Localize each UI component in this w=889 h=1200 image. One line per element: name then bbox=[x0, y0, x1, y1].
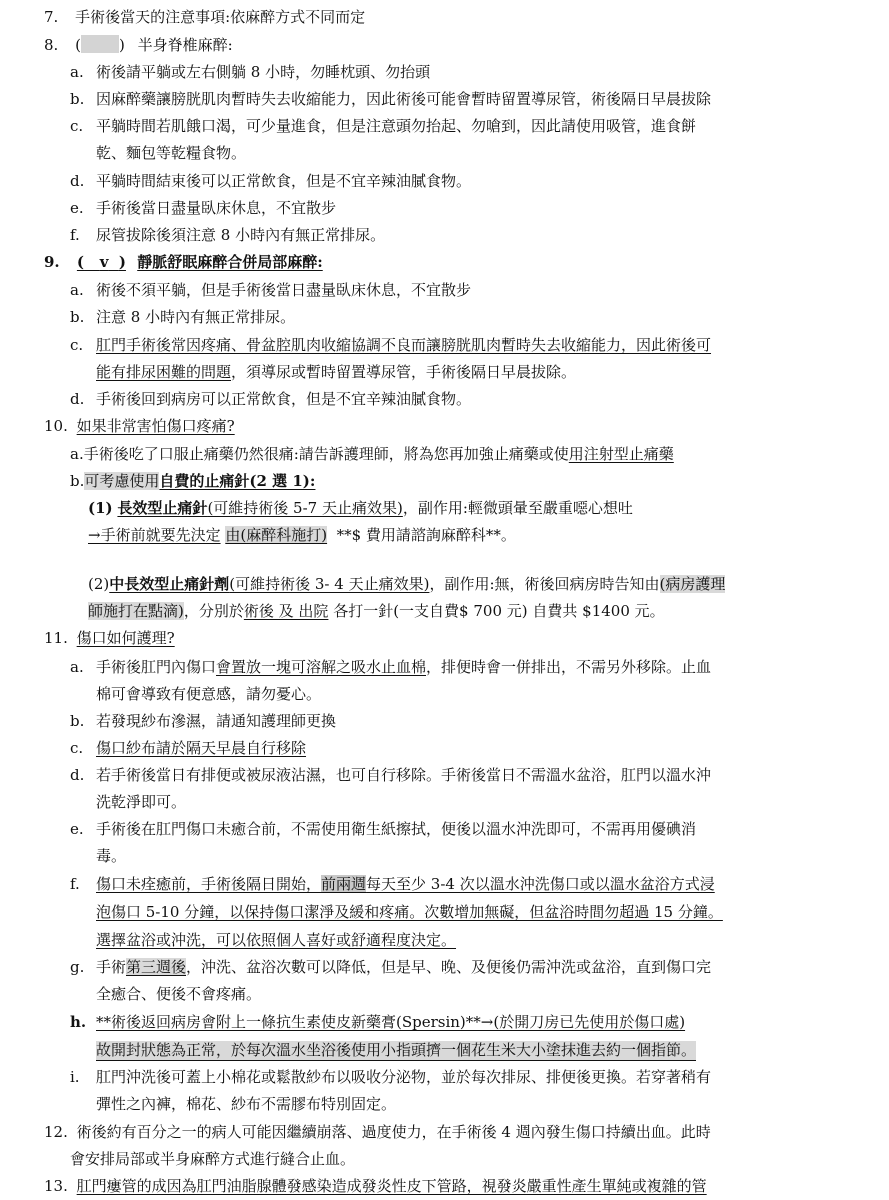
item-11i-label: i. bbox=[70, 1068, 80, 1086]
item-13-number: 13. bbox=[44, 1177, 68, 1195]
item-11f-highlight: 前兩週 bbox=[321, 875, 367, 893]
option-2-highlight-b: 師施打在點滴) bbox=[88, 602, 184, 620]
item-8a-label: a. bbox=[70, 63, 84, 81]
item-11-title: 傷口如何護理? bbox=[76, 629, 175, 647]
item-9c bbox=[70, 334, 712, 358]
item-9-heading bbox=[44, 251, 323, 275]
item-11h-label: h. bbox=[70, 1013, 87, 1031]
option-1-label: (1) bbox=[88, 499, 113, 517]
option-2-label: (2) bbox=[88, 575, 110, 593]
item-7-number: 7. bbox=[44, 8, 59, 26]
item-11c-text: 傷口紗布請於隔天早晨自行移除 bbox=[96, 739, 307, 757]
item-11a-underlined: 會置放一塊可溶解之吸水止血棉 bbox=[216, 658, 427, 676]
option-2-side-effects: ，副作用:無，術後回病房時告知由 bbox=[429, 575, 660, 593]
item-12 bbox=[44, 1121, 711, 1145]
item-12-text-line2: 會安排局部或半身麻醉方式進行縫合止血。 bbox=[70, 1150, 356, 1168]
option-1-name: 長效型止痛針 bbox=[117, 499, 208, 517]
item-8d-label: d. bbox=[70, 172, 85, 190]
item-9-checkmark[interactable]: v bbox=[99, 253, 109, 271]
item-11i-text-line2: 彈性之內褲，棉花、紗布不需膠布特別固定。 bbox=[96, 1095, 397, 1113]
item-11e bbox=[70, 818, 697, 842]
item-11f-text-a: 傷口未痊癒前，手術後隔日開始， bbox=[96, 875, 322, 893]
item-11h-cont bbox=[96, 1039, 696, 1063]
item-11b-label: b. bbox=[70, 712, 85, 730]
option-1-note-c: **$ 費用請諮詢麻醉科**。 bbox=[336, 526, 516, 544]
item-8a bbox=[70, 61, 431, 85]
item-11i bbox=[70, 1066, 712, 1090]
item-8d bbox=[70, 170, 472, 194]
item-11d-text-line1: 若手術後當日有排便或被尿液沾濕，也可自行移除。手術後當日不需溫水盆浴，肛門以溫水沖 bbox=[96, 766, 712, 784]
item-8c-cont bbox=[96, 142, 246, 166]
item-11f-label: f. bbox=[70, 875, 80, 893]
item-9b-text: 注意 8 小時內有無正常排尿。 bbox=[96, 308, 296, 326]
item-11g-label: g. bbox=[70, 958, 85, 976]
item-8b-label: b. bbox=[70, 90, 85, 108]
item-10-title: 如果非常害怕傷口疼痛? bbox=[76, 417, 235, 435]
item-9c-text-line1: 肛門手術後常因疼痛、骨盆腔肌肉收縮協調不良而讓膀胱肌肉暫時失去收縮能力，因此術後可 bbox=[96, 336, 712, 354]
item-9d-label: d. bbox=[70, 390, 85, 408]
item-9-paren-open: ( bbox=[76, 253, 85, 271]
item-11d-text-line2: 洗乾淨即可。 bbox=[96, 793, 187, 811]
item-11b-text: 若發現紗布滲濕，請通知護理師更換 bbox=[96, 712, 337, 730]
item-10b-label: b. bbox=[70, 472, 85, 490]
item-9-number: 9. bbox=[44, 253, 60, 271]
item-8-paren-close: ) bbox=[118, 36, 125, 54]
item-8e-text: 手術後當日盡量臥床休息，不宜散步 bbox=[96, 199, 337, 217]
item-10-option-2-cont bbox=[88, 600, 665, 624]
item-9b bbox=[70, 306, 296, 330]
item-11e-text-line1: 手術後在肛門傷口未癒合前，不需使用衛生紙擦拭，便後以溫水沖洗即可，不需再用優碘消 bbox=[96, 820, 697, 838]
item-11f-text-line3: 選擇盆浴或沖洗，可以依照個人喜好或舒適程度決定。 bbox=[96, 931, 457, 949]
item-8c-text-line1: 平躺時間若肌餓口渴，可少量進食，但是注意頭勿抬起、勿嗆到，因此請使用吸管，進食餅 bbox=[96, 117, 697, 135]
item-13 bbox=[44, 1175, 707, 1199]
item-11c-label: c. bbox=[70, 739, 84, 757]
item-11d bbox=[70, 764, 712, 788]
item-9-check bbox=[77, 253, 126, 271]
item-11i-cont bbox=[96, 1093, 396, 1117]
item-11g-text-b: ，沖洗、盆浴次數可以降低，但是早、晚、及便後仍需沖洗或盆浴，直到傷口完 bbox=[186, 958, 712, 976]
item-10-number: 10. bbox=[44, 417, 68, 435]
item-11c bbox=[70, 737, 307, 761]
item-8c-text-line2: 乾、麵包等乾糧食物。 bbox=[96, 144, 247, 162]
item-11a-cont bbox=[96, 683, 321, 707]
item-11f bbox=[70, 873, 715, 897]
item-11a-text-b: ，排便時會一併排出，不需另外移除。止血 bbox=[426, 658, 712, 676]
option-2-name: 中長效型止痛針劑 bbox=[109, 575, 230, 593]
item-11b bbox=[70, 710, 337, 734]
item-10a-underlined: 用注射型止痛藥 bbox=[568, 445, 674, 463]
item-11d-label: d. bbox=[70, 766, 85, 784]
item-11d-cont bbox=[96, 791, 186, 815]
option-1-desc: (可維持術後 5-7 天止痛效果) bbox=[207, 499, 403, 517]
item-10-option-1-note bbox=[88, 524, 516, 548]
item-11e-text-line2: 毒。 bbox=[96, 847, 127, 865]
item-9c-label: c. bbox=[70, 336, 84, 354]
item-10b bbox=[70, 470, 315, 494]
item-11g-text-line2: 全癒合、便後不會疼痛。 bbox=[96, 985, 262, 1003]
item-9c-cont bbox=[96, 361, 576, 385]
item-11a-text-line2: 棉可會導致有便意感，請勿憂心。 bbox=[96, 685, 322, 703]
option-2-note-a: ，分別於 bbox=[183, 602, 244, 620]
item-12-cont bbox=[70, 1148, 355, 1172]
item-11f-text-b: 每天至少 3-4 次以溫水沖洗傷口或以溫水盆浴方式浸 bbox=[366, 875, 715, 893]
item-11a bbox=[70, 656, 712, 680]
item-8-heading bbox=[44, 34, 233, 58]
item-8f-label: f. bbox=[70, 226, 80, 244]
item-8-number: 8. bbox=[44, 36, 59, 54]
item-8-paren-open: ( bbox=[75, 36, 81, 54]
item-11f-cont1 bbox=[96, 901, 723, 925]
item-9c-text-rest: ，須導尿或暫時留置導尿管，手術後隔日早晨拔除。 bbox=[231, 363, 577, 381]
item-12-text-line1: 術後約有百分之一的病人可能因繼續崩落、過度使力，在手術後 4 週內發生傷口持續出血。此時 bbox=[76, 1123, 711, 1141]
item-9c-text-underlined: 能有排尿困難的問題 bbox=[96, 363, 232, 381]
option-2-highlight-a: (病房護理 bbox=[659, 575, 726, 593]
item-10-heading bbox=[44, 415, 235, 439]
item-8c-label: c. bbox=[70, 117, 84, 135]
item-9d-text: 手術後回到病房可以正常飲食，但是不宜辛辣油膩食物。 bbox=[96, 390, 472, 408]
item-11e-label: e. bbox=[70, 820, 84, 838]
item-11g-cont bbox=[96, 983, 261, 1007]
item-10-option-2 bbox=[88, 573, 725, 597]
item-8e bbox=[70, 197, 337, 221]
item-8f bbox=[70, 224, 386, 248]
item-11-heading bbox=[44, 627, 175, 651]
item-11g-highlight: 第三週後 bbox=[126, 958, 187, 976]
item-11a-text: 手術後肛門內傷口 bbox=[96, 658, 217, 676]
item-9a-text: 術後不須平躺，但是手術後當日盡量臥床休息，不宜散步 bbox=[96, 281, 472, 299]
item-9a-label: a. bbox=[70, 281, 84, 299]
item-11i-text-line1: 肛門沖洗後可蓋上小棉花或鬆散紗布以吸收分泌物，並於每次排尿、排便後更換。若穿著稍有 bbox=[96, 1068, 712, 1086]
item-8b bbox=[70, 88, 712, 112]
item-11h-text-line1: **術後返回病房會附上一條抗生素使皮新藥膏(Spersin)**→(於開刀房已先使用於傷口處) bbox=[96, 1013, 686, 1031]
item-7 bbox=[44, 6, 365, 30]
item-8a-text: 術後請平躺或左右側躺 8 小時，勿睡枕頭、勿抬頭 bbox=[96, 63, 431, 81]
item-12-number: 12. bbox=[44, 1123, 68, 1141]
item-8f-text: 尿管拔除後須注意 8 小時內有無正常排尿。 bbox=[96, 226, 386, 244]
item-11h-text-line2: 故開封狀態為正常，於每次溫水坐浴後使用小指頭擠一個花生米大小塗抹進去約一個指節。 bbox=[96, 1041, 697, 1059]
item-8-title: 半身脊椎麻醉: bbox=[137, 36, 233, 54]
item-8d-text: 平躺時間結束後可以正常飲食，但是不宜辛辣油膩食物。 bbox=[96, 172, 472, 190]
item-8-checkbox-blank[interactable] bbox=[81, 35, 119, 53]
item-10b-text: 可考慮使用 bbox=[84, 472, 160, 490]
option-1-note-a: →手術前就要先決定 bbox=[88, 526, 221, 544]
item-11e-cont bbox=[96, 845, 126, 869]
item-9d bbox=[70, 388, 472, 412]
item-9-paren-close: ) bbox=[118, 253, 126, 271]
item-9b-label: b. bbox=[70, 308, 85, 326]
item-8c bbox=[70, 115, 697, 139]
item-10a bbox=[70, 443, 674, 467]
item-8e-label: e. bbox=[70, 199, 84, 217]
item-11h bbox=[70, 1011, 686, 1035]
item-11-number: 11. bbox=[44, 629, 68, 647]
item-9-title: 靜脈舒眠麻醉合併局部麻醉: bbox=[137, 253, 323, 271]
option-2-note-c: 各打一針(一支自費$ 700 元) 自費共 $1400 元。 bbox=[333, 602, 665, 620]
option-1-side-effects: ，副作用:輕微頭暈至嚴重噁心想吐 bbox=[402, 499, 633, 517]
option-2-note-b: 術後 及 出院 bbox=[243, 602, 329, 620]
option-1-note-b: 由(麻醉科施打) bbox=[225, 526, 328, 544]
item-11g bbox=[70, 956, 712, 980]
item-7-text: 手術後當天的注意事項:依麻醉方式不同而定 bbox=[75, 8, 366, 26]
item-13-text-line1: 肛門瘻管的成因為肛門油脂腺體發感染造成發炎性皮下管路，視發炎嚴重性產生單純或複雜的管 bbox=[76, 1177, 707, 1195]
item-10a-text: a.手術後吃了口服止痛藥仍然很痛:請告訴護理師，將為您再加強止痛藥或使 bbox=[70, 445, 569, 463]
item-10-option-1 bbox=[88, 497, 633, 521]
item-11f-text-line2: 泡傷口 5-10 分鐘，以保持傷口潔淨及緩和疼痛。次數增加無礙，但盆浴時間勿超過 15 分鐘。 bbox=[96, 903, 723, 921]
item-11a-label: a. bbox=[70, 658, 84, 676]
item-11g-text-a: 手術 bbox=[96, 958, 127, 976]
item-9a bbox=[70, 279, 472, 303]
item-11f-cont2 bbox=[96, 929, 456, 953]
option-2-desc: (可維持術後 3- 4 天止痛效果) bbox=[229, 575, 430, 593]
item-10b-bold: 自費的止痛針(2 選 1): bbox=[159, 472, 316, 490]
item-8b-text: 因麻醉藥讓膀胱肌肉暫時失去收縮能力，因此術後可能會暫時留置導尿管，術後隔日早晨拔除 bbox=[96, 90, 712, 108]
